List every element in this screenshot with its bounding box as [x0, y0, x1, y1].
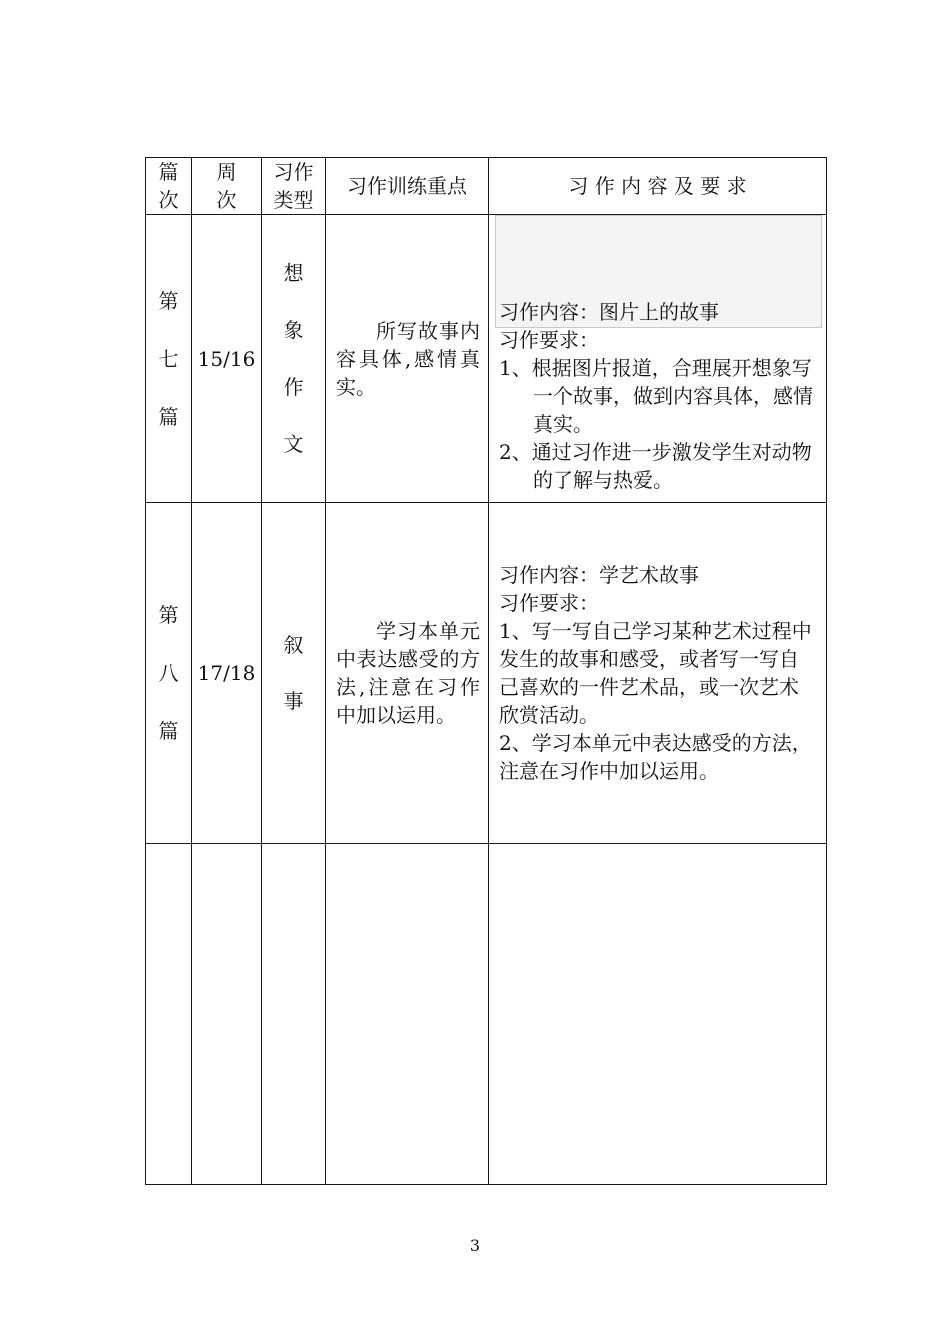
- requirements-title: 习作要求：: [499, 328, 599, 352]
- week-label: 17/18: [197, 661, 256, 685]
- focus-text: 所写故事内容具体,感情真实。: [336, 318, 480, 399]
- picture-placeholder: [495, 215, 822, 328]
- header-piece-label: 篇次: [158, 160, 179, 212]
- header-focus-label: 习作训练重点: [347, 174, 467, 198]
- empty-cell: [489, 844, 827, 1185]
- focus-cell: [326, 215, 489, 503]
- empty-cell: [262, 844, 326, 1185]
- type-cell: [262, 215, 326, 503]
- table-row: [146, 503, 827, 844]
- requirements-title: 习作要求：: [499, 591, 599, 615]
- header-piece: [146, 158, 192, 215]
- list-item: 2、通过习作进一步激发学生对动物的了解与热爱。: [499, 440, 812, 492]
- content-line: 习作内容：学艺术故事: [499, 563, 699, 587]
- piece-label: 第八篇: [158, 603, 179, 743]
- type-cell: [262, 503, 326, 844]
- content-line: 习作内容：图片上的故事: [499, 300, 719, 324]
- page-number: 3: [469, 1236, 481, 1255]
- header-type-label: 习作类型: [273, 160, 314, 212]
- week-cell: [192, 503, 262, 844]
- header-content-label: 习 作 内 容 及 要 求: [568, 174, 747, 198]
- week-label: 15/16: [197, 346, 256, 371]
- table-header-row: [146, 158, 827, 215]
- piece-label: 第七篇: [158, 288, 179, 429]
- focus-cell: [326, 503, 489, 844]
- header-type: [262, 158, 326, 215]
- table-row: [146, 215, 827, 503]
- type-label: 想象作文: [283, 260, 304, 456]
- list-item: 2、学习本单元中表达感受的方法，注意在习作中加以运用。: [499, 731, 812, 783]
- writing-plan-table: [145, 157, 827, 1185]
- week-cell: [192, 215, 262, 503]
- header-focus: [326, 158, 489, 215]
- empty-cell: [146, 844, 192, 1185]
- header-week: [192, 158, 262, 215]
- table-row-empty: [146, 844, 827, 1185]
- empty-cell: [326, 844, 489, 1185]
- header-week-label: 周次: [216, 160, 237, 212]
- list-item: 1、根据图片报道，合理展开想象写一个故事，做到内容具体，感情真实。: [499, 356, 813, 436]
- content-cell: [489, 503, 827, 844]
- empty-cell: [192, 844, 262, 1185]
- focus-text: 学习本单元中表达感受的方法,注意在习作中加以运用。: [336, 619, 480, 727]
- piece-cell: [146, 503, 192, 844]
- requirements-list: [499, 354, 818, 494]
- header-content: [489, 158, 827, 215]
- piece-cell: [146, 215, 192, 503]
- content-cell: [489, 215, 827, 503]
- list-item: 1、写一写自己学习某种艺术过程中发生的故事和感受，或者写一写自己喜欢的一件艺术品，或一次艺术欣赏活动。: [499, 619, 812, 727]
- type-label: 叙事: [283, 633, 304, 713]
